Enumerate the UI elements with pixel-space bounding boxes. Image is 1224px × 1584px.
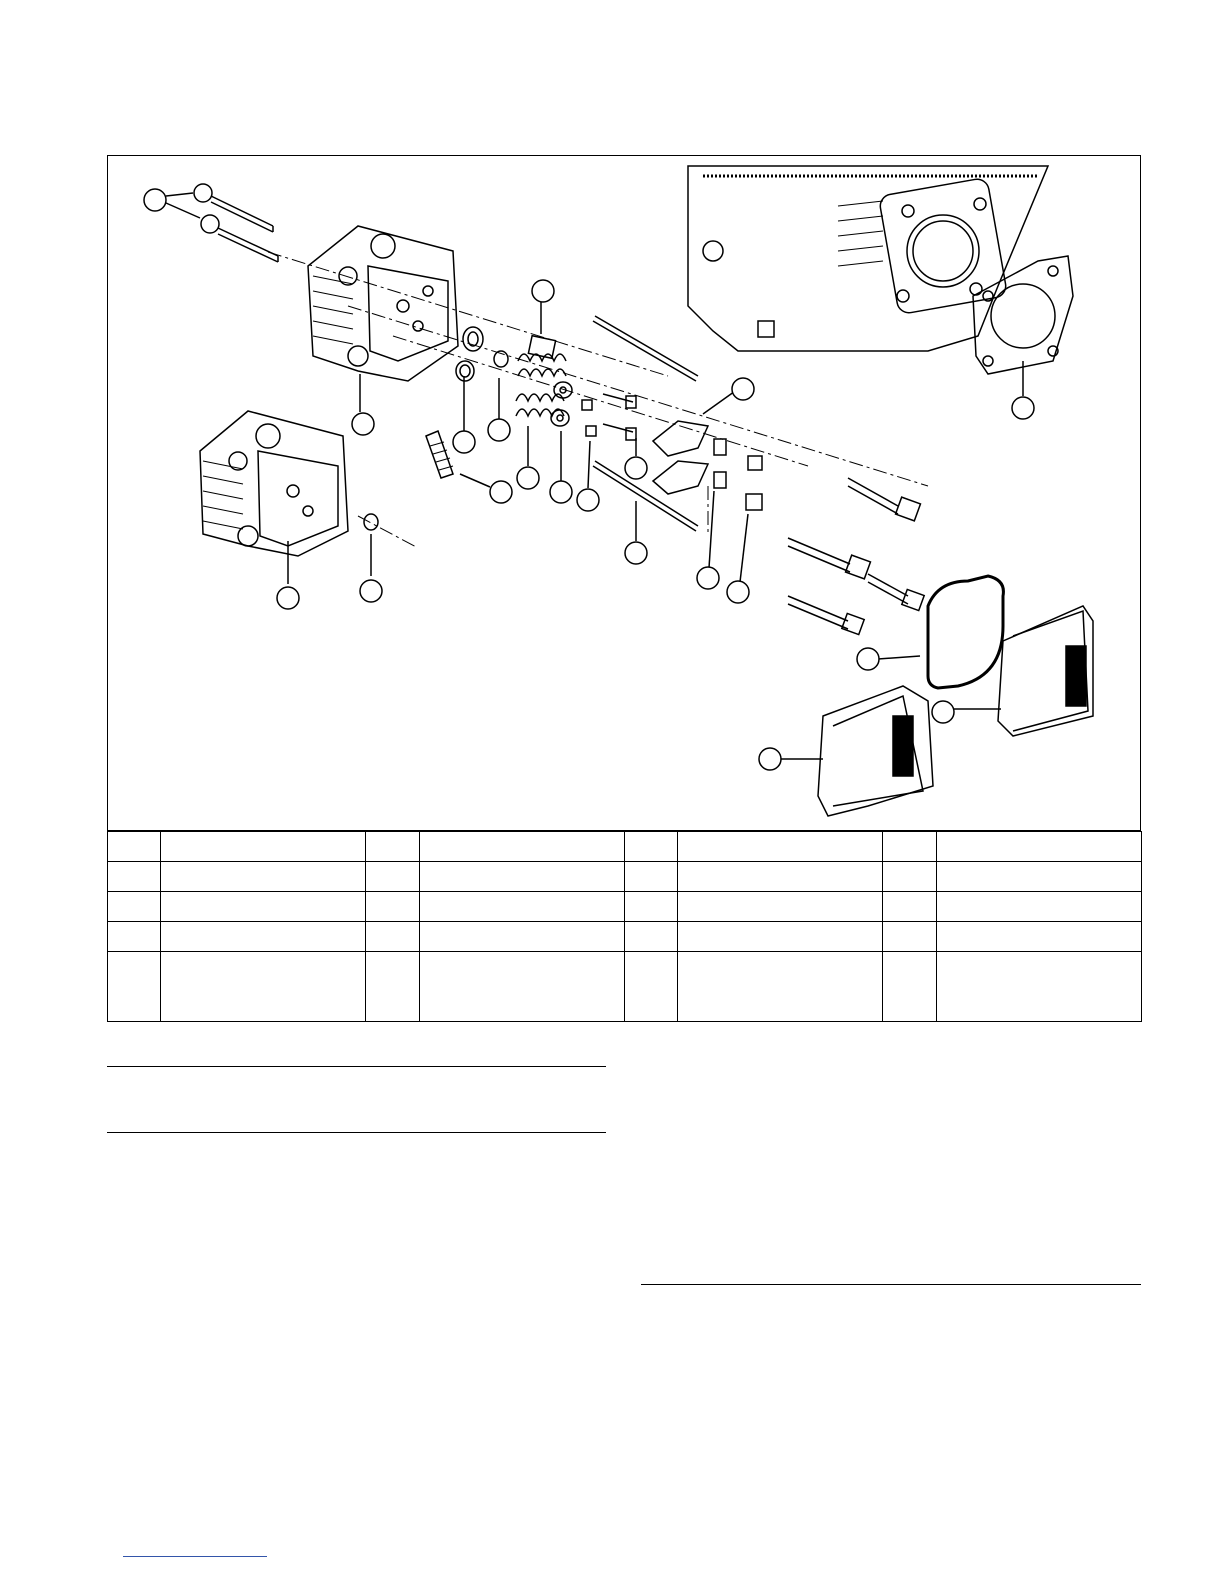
legend-cell	[678, 952, 883, 1022]
legend-cell	[678, 892, 883, 922]
legend-cell	[108, 832, 161, 862]
legend-cell	[936, 952, 1141, 1022]
legend-cell	[419, 952, 624, 1022]
legend-cell	[936, 922, 1141, 952]
legend-cell	[624, 922, 677, 952]
valve-cover-right	[998, 606, 1093, 736]
legend-cell	[883, 952, 936, 1022]
legend-cell	[678, 832, 883, 862]
legend-cell	[624, 892, 677, 922]
legend-cell	[678, 922, 883, 952]
legend-cell	[883, 922, 936, 952]
legend-cell	[419, 922, 624, 952]
legend-cell	[936, 862, 1141, 892]
washer-small	[364, 514, 378, 530]
legend-row	[108, 862, 1142, 892]
legend-cell	[366, 892, 419, 922]
legend-cell	[366, 952, 419, 1022]
legend-cell	[366, 862, 419, 892]
legend-cell	[161, 922, 366, 952]
legend-row	[108, 892, 1142, 922]
legend-row	[108, 832, 1142, 862]
legend-cell	[883, 832, 936, 862]
spark-plug	[426, 431, 453, 478]
legend-cell	[936, 892, 1141, 922]
parts-legend-table	[107, 831, 1142, 1022]
section-rule	[107, 1132, 606, 1133]
cylinder-head-lower	[200, 411, 348, 556]
exploded-parts-figure	[107, 155, 1141, 831]
valve-springs	[516, 336, 566, 416]
legend-cell	[624, 952, 677, 1022]
valve-cover-lower	[818, 686, 933, 816]
legend-cell	[419, 832, 624, 862]
legend-cell	[624, 832, 677, 862]
legend-cell	[161, 892, 366, 922]
rocker-arms	[653, 421, 708, 494]
legend-cell	[161, 862, 366, 892]
legend-cell	[678, 862, 883, 892]
legend-cell	[108, 952, 161, 1022]
section-rule	[107, 1066, 606, 1067]
legend-row	[108, 922, 1142, 952]
head-gasket	[973, 256, 1073, 374]
rocker-studs	[603, 394, 636, 440]
head-bolts	[788, 478, 924, 635]
legend-cell	[161, 952, 366, 1022]
engine-block	[688, 166, 1048, 351]
legend-cell	[366, 832, 419, 862]
legend-cell	[108, 862, 161, 892]
legend-cell	[366, 922, 419, 952]
legend-cell	[419, 862, 624, 892]
push-rods	[593, 316, 698, 531]
legend-cell	[936, 832, 1141, 862]
valve-cover-gasket	[928, 576, 1003, 688]
legend-cell	[108, 922, 161, 952]
footer-link-underline[interactable]	[123, 1556, 267, 1557]
legend-cell	[624, 862, 677, 892]
legend-cell	[883, 862, 936, 892]
legend-cell	[883, 892, 936, 922]
legend-row	[108, 952, 1142, 1022]
valves	[194, 184, 278, 262]
callout-leaders	[166, 193, 1023, 759]
legend-cell	[419, 892, 624, 922]
section-rule	[641, 1284, 1141, 1285]
legend-cell	[161, 832, 366, 862]
valve-seals	[456, 327, 508, 381]
exploded-view-illustration	[108, 156, 1141, 831]
legend-cell	[108, 892, 161, 922]
